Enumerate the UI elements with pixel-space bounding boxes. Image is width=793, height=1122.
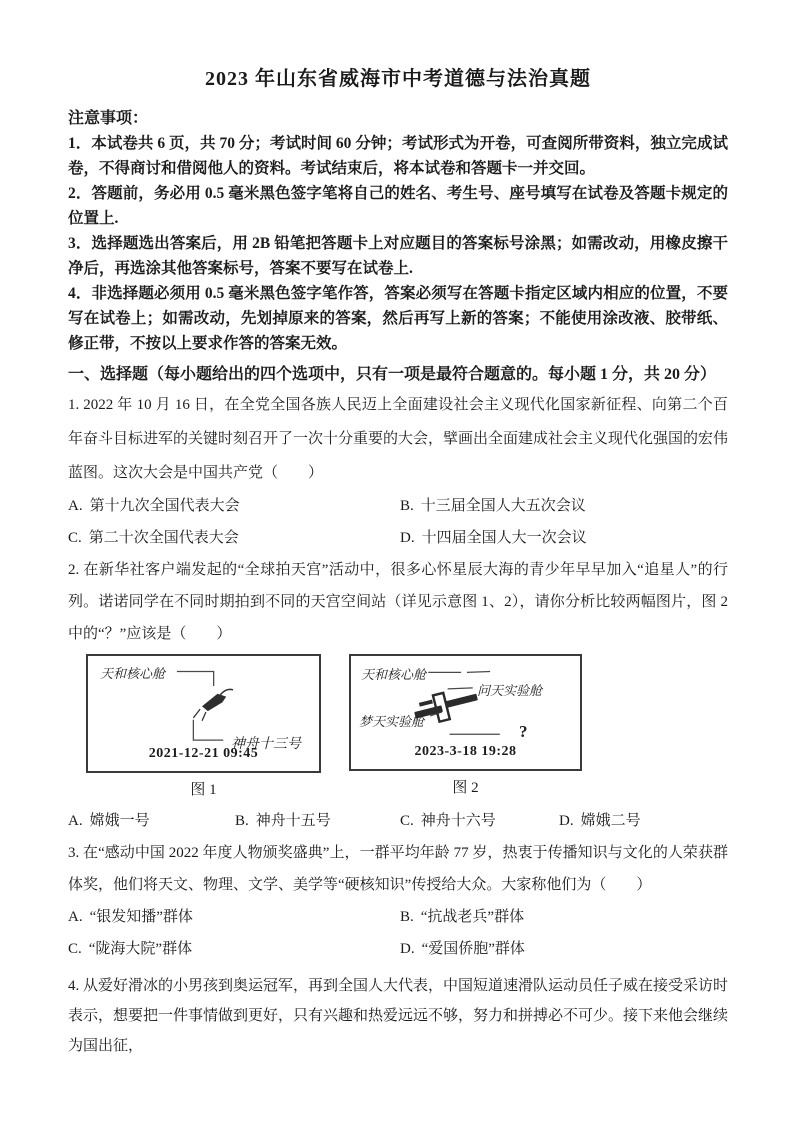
q3-option-b-text: “抗战老兵”群体 xyxy=(420,909,525,925)
question-1-text: 1. 2022 年 10 月 16 日，在全党全国各族人民迈上全面建设社会主义现代化国家新征程、向第二个百年奋斗目标进军的关键时刻召开了一次十分重要的大会，擘画出全面建成社会主义现代化强国的宏伟蓝图。这次大会是中国共产党（ ） xyxy=(68,397,729,481)
q1-option-b-text: 十三届全国人大五次会议 xyxy=(420,498,586,514)
q1-option-a-text: 第十九次全国代表大会 xyxy=(89,498,240,514)
q3-option-c xyxy=(68,933,400,965)
notice-item-4: 4．非选择题必须用 0.5 毫米黑色签字笔作答，答案必须写在答题卡指定区域内相应的位置，不要写在试卷上；如需改动，先划掉原来的答案，然后再写上新的答案；不能使用涂改液、胶带纸、修正带，不按以上要求作答的答案无效。 xyxy=(68,285,728,352)
q2-option-b-label: B. xyxy=(235,813,249,829)
page-title: 2023 年山东省威海市中考道德与法治真题 xyxy=(205,68,591,90)
notice-item-1: 1．本试卷共 6 页，共 70 分；考试时间 60 分钟；考试形式为开卷，可查阅所带资料，独立完成试卷，不得商讨和借阅他人的资料。考试结束后，将本试卷和答题卡一并交回。 xyxy=(68,135,728,177)
figure-2-label-core-module: 天和核心舱 xyxy=(361,667,427,682)
notice-heading: 注意事项： xyxy=(68,110,149,127)
figure-1-label-core-module: 天和核心舱 xyxy=(100,666,166,681)
q3-option-d-label: D. xyxy=(400,941,415,957)
q1-option-d-text: 十四届全国人大一次会议 xyxy=(421,530,587,546)
figure-2-label-mengtian: 梦天实验舱 xyxy=(359,714,425,729)
question-4-text: 4. 从爱好滑冰的小男孩到奥运冠军，再到全国人大代表，中国短道速滑队运动员任子威在接受采访时表示，想要把一件事情做到更好，只有兴趣和热爱远远不够，努力和拼搏必不可少。接下来他会继续为国出征， xyxy=(68,978,729,1054)
question-3-options xyxy=(68,901,728,965)
notice-item-3: 3．选择题选出答案后，用 2B 铅笔把答题卡上对应题目的答案标号涂黑；如需改动，用橡皮擦干净后，再选涂其他答案标号，答案不要写在试卷上. xyxy=(68,235,728,277)
q1-option-c xyxy=(68,522,400,554)
q1-option-d xyxy=(400,522,728,554)
q3-option-d xyxy=(400,933,728,965)
figure-2-caption: 图 2 xyxy=(452,780,479,796)
figure-1 xyxy=(86,654,321,799)
figure-1-label-shenzhou-13: 神舟十三号 xyxy=(231,737,301,752)
q1-option-c-label: C. xyxy=(68,530,82,546)
q1-option-c-text: 第二十次全国代表大会 xyxy=(88,530,239,546)
q2-option-c-text: 神舟十六号 xyxy=(420,813,496,829)
q3-option-b xyxy=(400,901,728,933)
q2-option-a-text: 嫦娥一号 xyxy=(89,813,150,829)
figure-1-box xyxy=(86,654,321,773)
q2-option-d xyxy=(559,805,728,837)
q1-option-a xyxy=(68,490,400,522)
q3-option-a-text: “银发知播”群体 xyxy=(89,909,193,925)
q2-option-a xyxy=(68,805,235,837)
question-2-options xyxy=(68,805,728,837)
question-2-figures xyxy=(86,654,728,799)
q3-option-a-label: A. xyxy=(68,909,83,925)
q2-option-c xyxy=(400,805,559,837)
q2-option-b xyxy=(235,805,400,837)
question-1-options xyxy=(68,490,728,554)
figure-2-label-wentian: 问天实验舱 xyxy=(477,683,543,698)
q1-option-b-label: B. xyxy=(400,498,414,514)
q1-option-b xyxy=(400,490,728,522)
figure-1-timestamp: 2021-12-21 09:45 xyxy=(148,746,259,761)
question-2-text: 2. 在新华社客户端发起的“全球拍天宫”活动中，很多心怀星辰大海的青少年早早加入“追星人”的行列。诺诺同学在不同时期拍到不同的天宫空间站（详见示意图 1、2），请你分析比较两幅图片，图 2 中的“？”应该是（ ） xyxy=(68,562,728,642)
q3-option-b-label: B. xyxy=(400,909,414,925)
figure-2-timestamp: 2023-3-18 19:28 xyxy=(414,744,517,759)
q2-option-b-text: 神舟十五号 xyxy=(255,813,331,829)
q1-option-d-label: D. xyxy=(400,530,415,546)
q2-option-d-text: 嫦娥二号 xyxy=(580,813,641,829)
figure-2 xyxy=(349,654,582,799)
q2-option-c-label: C. xyxy=(400,813,414,829)
figure-1-caption: 图 1 xyxy=(190,782,217,798)
q3-option-d-text: “爱国侨胞”群体 xyxy=(421,941,525,957)
section-heading: 一、选择题（每小题给出的四个选项中，只有一项是最符合题意的。每小题 1 分，共 20 分） xyxy=(68,366,717,383)
spacecraft-sketch xyxy=(193,689,233,720)
q3-option-c-text: “陇海大院”群体 xyxy=(88,941,193,957)
figure-2-question-mark: ? xyxy=(519,722,528,741)
q1-option-a-label: A. xyxy=(68,498,83,514)
q2-option-a-label: A. xyxy=(68,813,83,829)
notice-item-2: 2．答题前，务必用 0.5 毫米黑色签字笔将自己的姓名、考生号、座号填写在试卷及答题卡规定的位置上. xyxy=(68,185,728,227)
q3-option-c-label: C. xyxy=(68,941,82,957)
question-3-text: 3. 在“感动中国 2022 年度人物颁奖盛典”上，一群平均年龄 77 岁，热衷于传播知识与文化的人荣获群体奖，他们将天文、物理、文学、美学等“硬核知识”传授给大众。大家称他们为（ ） xyxy=(68,845,728,893)
q3-option-a xyxy=(68,901,400,933)
figure-2-box xyxy=(349,654,582,771)
q2-option-d-label: D. xyxy=(559,813,574,829)
